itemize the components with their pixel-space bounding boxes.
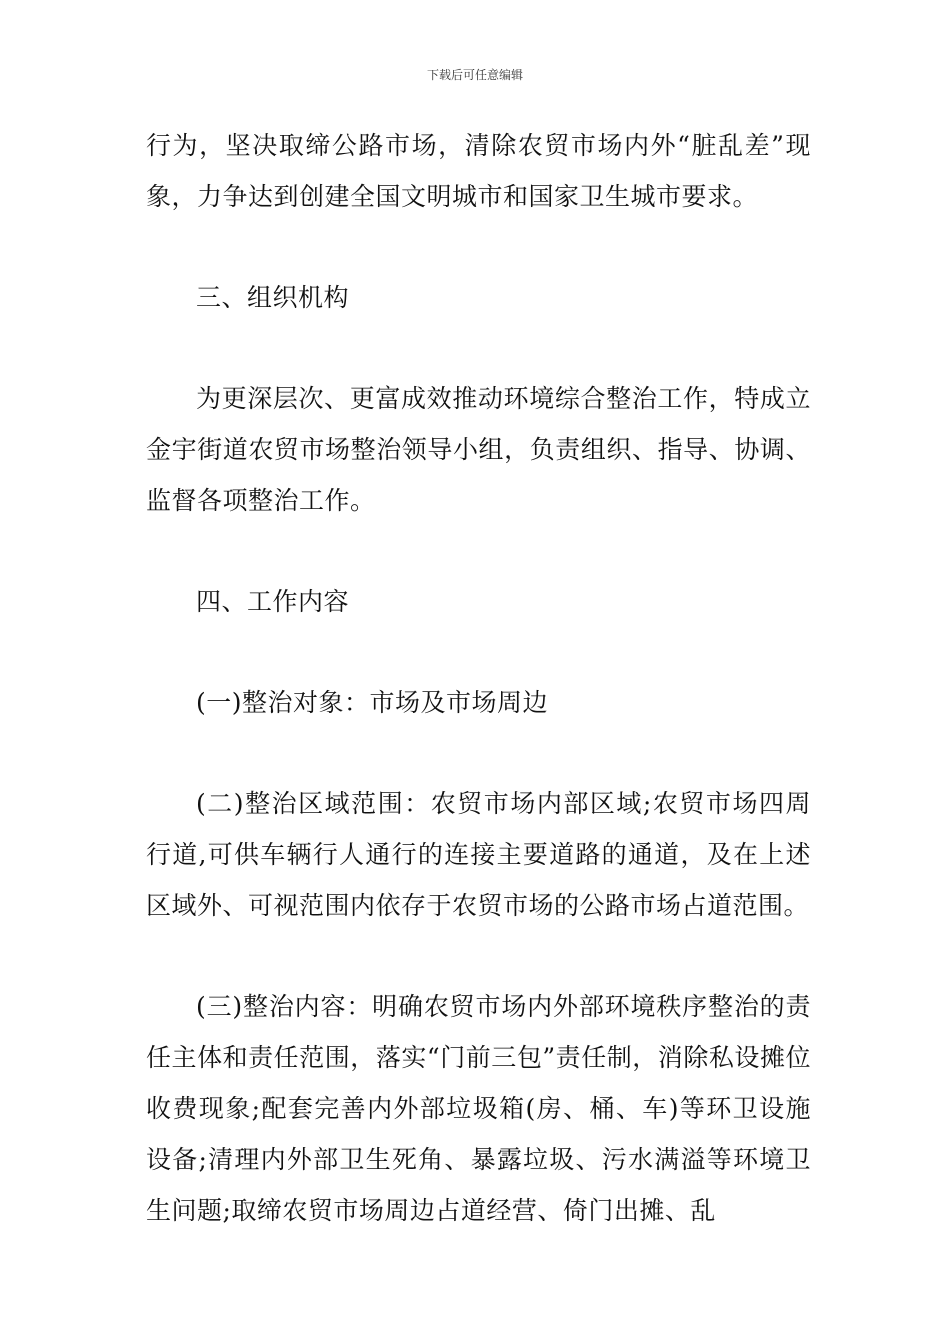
paragraph-organization: 为更深层次、更富成效推动环境综合整治工作，特成立金宇街道农贸市场整治领导小组，负责组织、指导、协调、监督各项整治工作。 (146, 384, 811, 515)
paragraph-continuation: 行为，坚决取缔公路市场，清除农贸市场内外“脏乱差”现象，力争达到创建全国文明城市和国家卫生城市要求。 (146, 131, 811, 211)
section-heading-organization: 三、组织机构 (196, 283, 350, 312)
list-item-scope: (二)整治区域范围：农贸市场内部区域;农贸市场四周行道,可供车辆行人通行的连接主要道路的通道，及在上述区域外、可视范围内依存于农贸市场的公路市场占道范围。 (146, 789, 811, 920)
list-item-targets: (一)整治对象：市场及市场周边 (196, 688, 549, 717)
page-header-note: 下载后可任意编辑 (426, 68, 523, 82)
section-heading-work-content: 四、工作内容 (196, 587, 350, 616)
list-item-content: (三)整治内容：明确农贸市场内外部环境秩序整治的责任主体和责任范围，落实“门前三包”责任制，消除私设摊位收费现象;配套完善内外部垃圾箱(房、桶、车)等环卫设施设备;清理内外部卫生死角、暴露垃圾、污水满溢等环境卫生问题;取缔农贸市场周边占道经营、倚门出摊、乱 (146, 992, 811, 1225)
document-body (146, 120, 811, 1236)
